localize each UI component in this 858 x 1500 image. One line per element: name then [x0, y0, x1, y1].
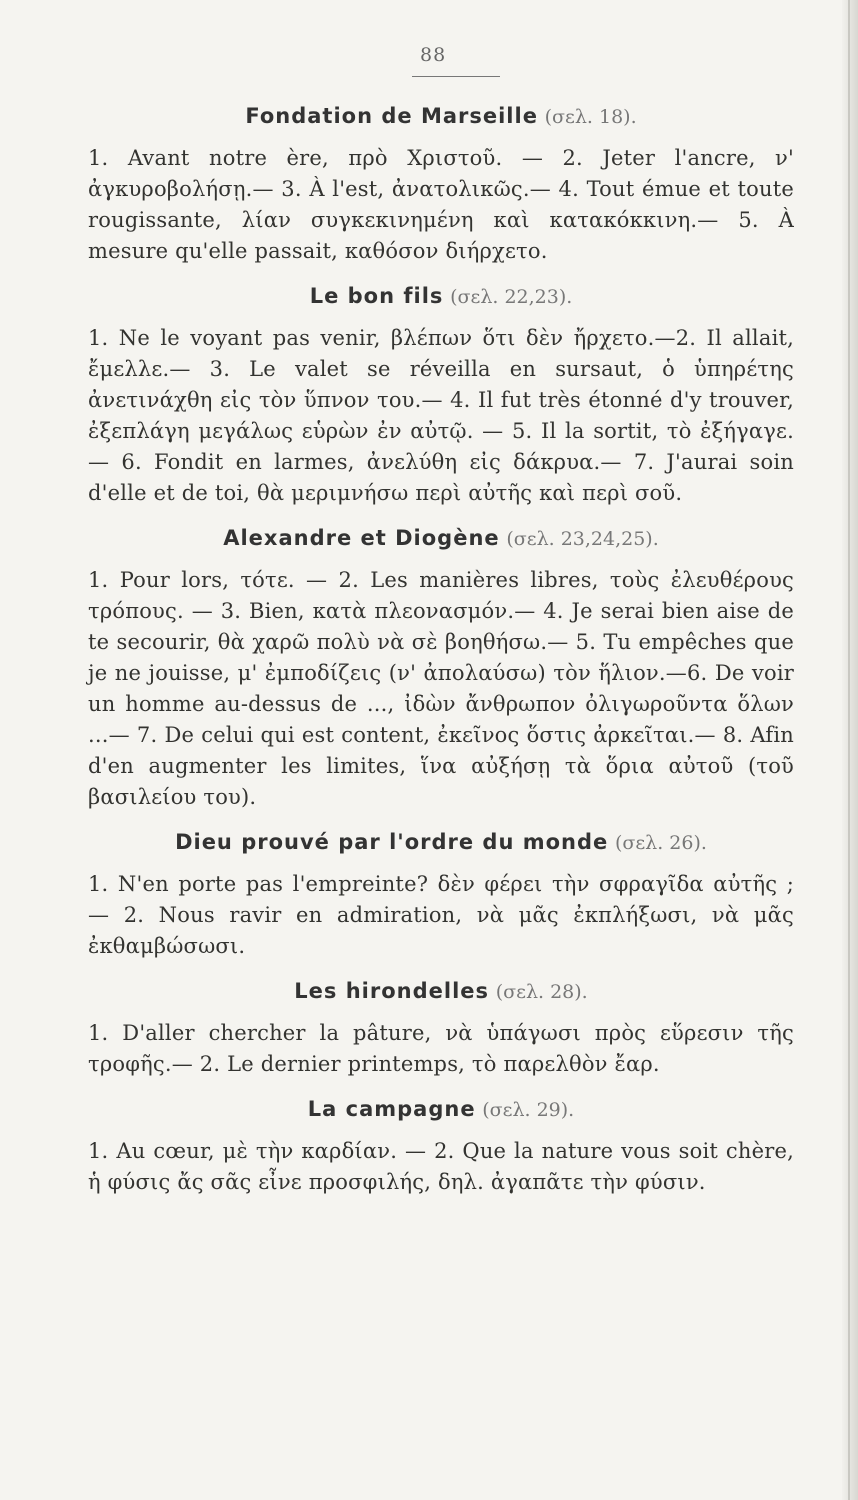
section-reference: (σελ. 26).	[614, 832, 707, 854]
section-fondation-de-marseille	[88, 100, 794, 267]
page-edge-line	[848, 0, 850, 1500]
page-number: 88	[420, 44, 447, 66]
section-dieu-prouve	[88, 826, 794, 962]
section-heading	[88, 522, 794, 555]
section-reference: (σελ. 28).	[495, 981, 588, 1003]
page-edge	[842, 0, 858, 1500]
section-heading	[88, 826, 794, 859]
section-heading	[88, 280, 794, 313]
section-text: 1. D'aller chercher la pâture, νὰ ὑπάγωσι πρὸς εὕρεσιν τῆς τροφῆς.— 2. Le dernier printemps, τὸ παρελθὸν ἔαρ.	[88, 1021, 794, 1076]
section-les-hirondelles	[88, 975, 794, 1080]
page-content	[88, 100, 794, 1211]
section-text: 1. N'en porte pas l'empreinte? δὲν φέρει τὴν σφραγῖδα αὐτῆς ; — 2. Nous ravir en admiration, νὰ μᾶς ἐκπλήξωσι, νὰ μᾶς ἐκθαμβώσωσι.	[88, 872, 794, 958]
section-la-campagne	[88, 1093, 794, 1198]
section-title: La campagne	[307, 1097, 476, 1121]
section-title: Fondation de Marseille	[245, 104, 538, 128]
section-heading	[88, 100, 794, 133]
section-title: Alexandre et Diogène	[223, 526, 500, 550]
section-alexandre-et-diogene	[88, 522, 794, 813]
page-number-rule	[412, 76, 500, 77]
section-title: Le bon fils	[309, 284, 444, 308]
section-heading	[88, 1093, 794, 1126]
section-text: 1. Pour lors, τότε. — 2. Les manières libres, τοὺς ἐλευθέρους τρόπους. — 3. Bien, κατὰ πλεονασμόν.— 4. Je serai bien aise de te secourir, θὰ χαρῶ πολὺ νὰ σὲ βοηθήσω.— 5. Tu empêches que je ne jouisse, μ' ἐμποδίζεις (ν' ἀπολαύσω) τὸν ἥλιον.—6. De voir un homme au-dessus de ..., ἰδὼν ἄνθρωπον ὀλιγωροῦντα ὅλων ...— 7. De celui qui est content, ἐκεῖνος ὅστις ἀρκεῖται.— 8. Afin d'en augmenter les limites, ἵνα αὐξήσῃ τὰ ὅρια αὐτοῦ (τοῦ βασιλείου του).	[88, 568, 794, 809]
section-le-bon-fils	[88, 280, 794, 509]
section-reference: (σελ. 18).	[544, 106, 637, 128]
section-heading	[88, 975, 794, 1008]
section-reference: (σελ. 23,24,25).	[506, 528, 659, 550]
section-text: 1. Avant notre ère, πρὸ Χριστοῦ. — 2. Jeter l'ancre, ν' ἀγκυροβολήσῃ.— 3. À l'est, ἀνατολικῶς.— 4. Tout émue et toute rougissante, λίαν συγκεκινημένη καὶ κατακόκκινη.— 5. À mesure qu'elle passait, καθόσον διήρχετο.	[88, 146, 794, 263]
section-reference: (σελ. 29).	[482, 1099, 575, 1121]
section-text: 1. Ne le voyant pas venir, βλέπων ὅτι δὲν ἤρχετο.—2. Il allait, ἔμελλε.— 3. Le valet se réveilla en sursaut, ὁ ὑπηρέτης ἀνετινάχθη εἰς τὸν ὕπνον του.— 4. Il fut très étonné d'y trouver, ἐξεπλάγη μεγάλως εὑρὼν ἐν αὐτῷ. — 5. Il la sortit, τὸ ἐξήγαγε. — 6. Fondit en larmes, ἀνελύθη εἰς δάκρυα.— 7. J'aurai soin d'elle et de toi, θὰ μεριμνήσω περὶ αὐτῆς καὶ περὶ σοῦ.	[88, 326, 794, 505]
section-title: Dieu prouvé par l'ordre du monde	[175, 830, 609, 854]
section-title: Les hirondelles	[294, 979, 490, 1003]
section-text: 1. Au cœur, μὲ τὴν καρδίαν. — 2. Que la nature vous soit chère, ἡ φύσις ἄς σᾶς εἶνε προσφιλής, δηλ. ἀγαπᾶτε τὴν φύσιν.	[88, 1139, 794, 1194]
section-reference: (σελ. 22,23).	[450, 286, 573, 308]
